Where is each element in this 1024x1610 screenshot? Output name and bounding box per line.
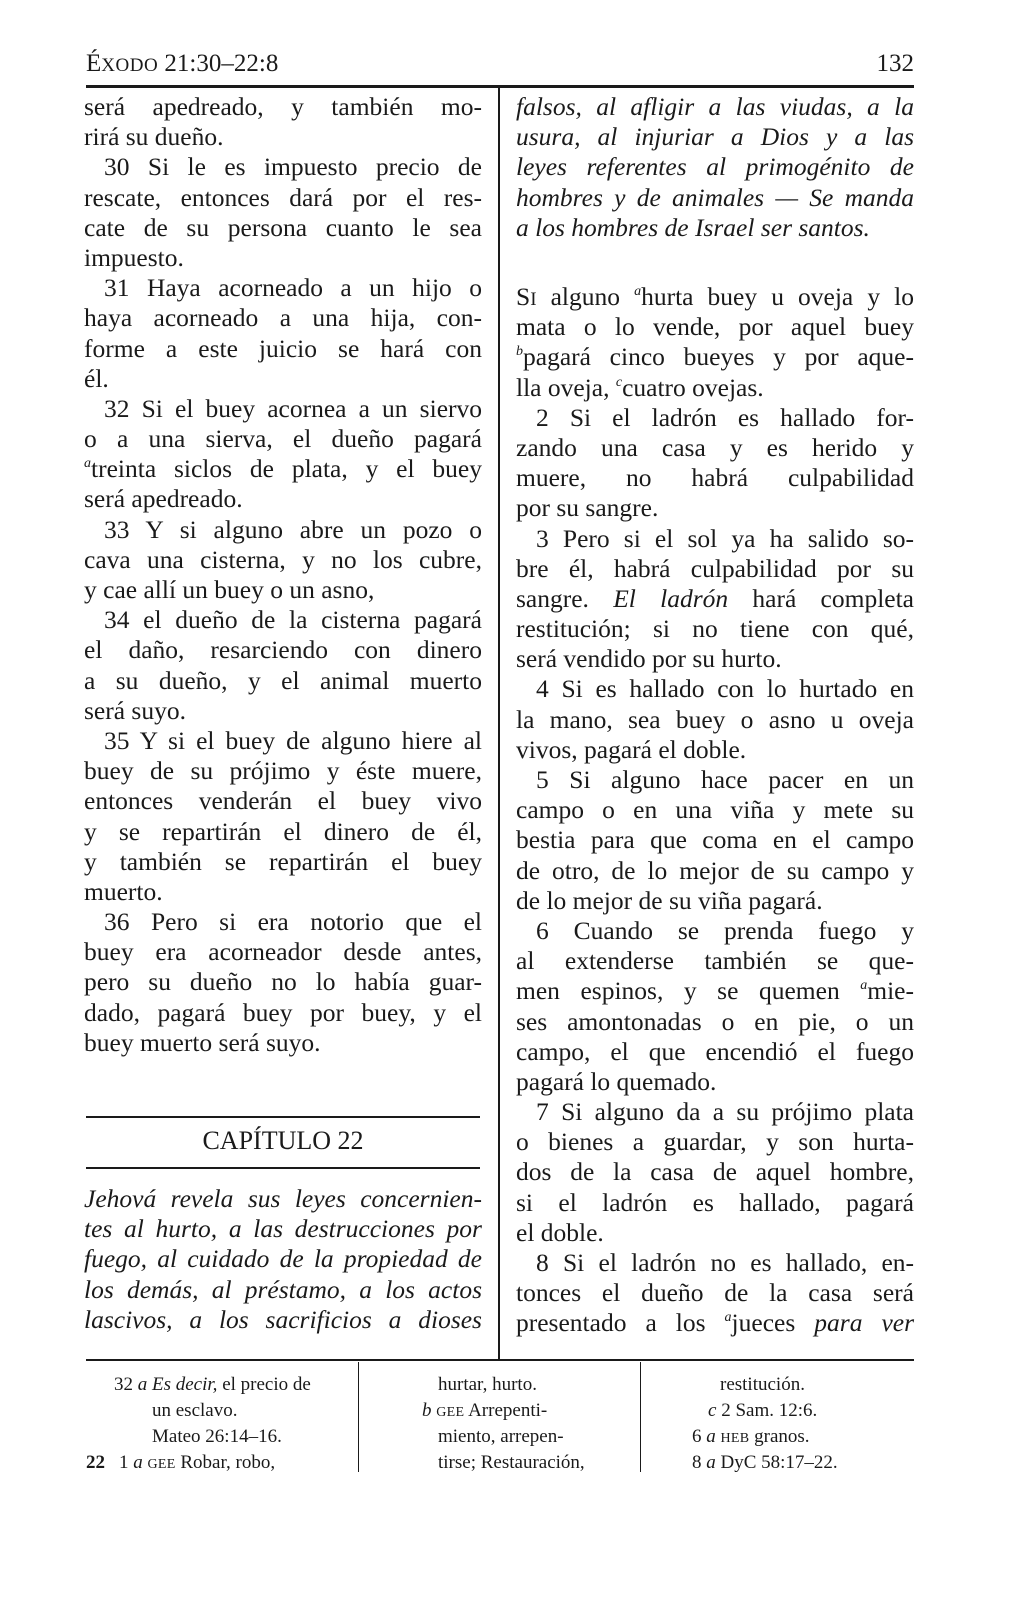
footnote-marker[interactable]: a <box>84 456 91 472</box>
footnote-column-1 <box>86 1372 348 1476</box>
chapter-rule <box>86 1116 480 1118</box>
footnote-entry <box>370 1398 632 1424</box>
text-span: mie- <box>867 976 914 1006</box>
text-line: muere, no habrá culpabilidad <box>516 463 914 493</box>
footnote-entry <box>86 1372 348 1398</box>
text-line: al extenderse también se que- <box>516 946 914 976</box>
text-line: de lo mejor de su viña pagará. <box>516 885 823 915</box>
text-line-with-footnote <box>84 454 482 484</box>
text-line: por su sangre. <box>516 493 659 523</box>
text-line: muerto. <box>84 876 163 906</box>
text-line: a su dueño, y el animal muerto <box>84 665 482 695</box>
footnote-letter: a <box>137 1374 148 1395</box>
footnote-entry <box>652 1424 914 1450</box>
chapter-summary <box>84 1184 482 1335</box>
footnote-marker[interactable]: a <box>724 1310 732 1326</box>
left-column <box>84 92 482 1058</box>
text-line: o a una sierva, el dueño pagará <box>84 424 482 454</box>
footnote-entry <box>86 1450 348 1476</box>
summary-line: los demás, al préstamo, a los actos <box>84 1274 482 1304</box>
footnote-verse: 1 <box>119 1452 129 1473</box>
summary-line: usura, al injuriar a Dios y a las <box>516 122 914 152</box>
header-rule <box>86 85 914 88</box>
page-number: 132 <box>876 50 914 77</box>
footnote-text: tirse; Restauración, <box>438 1452 585 1473</box>
footnote-marker[interactable]: a <box>634 284 642 299</box>
text-line: será suyo. <box>84 695 186 725</box>
text-span: pagará cinco bueyes y por aque- <box>523 342 914 372</box>
text-line: buey era acorneador desde antes, <box>84 937 482 967</box>
text-line-with-footnote <box>516 373 914 403</box>
text-span: alguno <box>536 282 635 311</box>
chapter-summary-continued <box>516 92 914 243</box>
text-line: dos de la casa de aquel hombre, <box>516 1157 914 1187</box>
text-line: buey muerto será suyo. <box>84 1027 321 1057</box>
text-line: él. <box>84 363 109 393</box>
text-line: será apedreado, y también mo- <box>84 92 482 121</box>
text-line: ses amontonadas o en pie, o un <box>516 1006 914 1036</box>
text-line: y cae allí un buey o un asno, <box>84 575 375 604</box>
footnote-text: el precio de <box>217 1374 311 1395</box>
text-line: o bienes a guardar, y son hurta- <box>516 1127 914 1157</box>
text-line: dado, pagará buey por buey, y el <box>84 997 482 1027</box>
text-line: pero su dueño no lo había guar- <box>84 967 482 997</box>
footnote-text: DyC 58:17–22. <box>715 1452 838 1473</box>
text-line: la mano, sea buey o asno u oveja <box>516 704 914 734</box>
text-line: forme a este juicio se hará con <box>84 333 482 363</box>
text-span: hurta buey u oveja y lo <box>641 282 914 311</box>
text-line: campo, el que encendió el fuego <box>516 1036 914 1066</box>
footnote-chapter: 22 <box>86 1452 105 1473</box>
footnote-column-3 <box>652 1372 914 1476</box>
italic-span: El ladrón <box>613 583 729 613</box>
verse-6: 6 Cuando se prenda fuego y <box>536 915 914 945</box>
guide-abbrev: GEE <box>147 1457 176 1472</box>
text-line: y también se repartirán el buey <box>84 846 482 876</box>
text-line: rescate, entonces dará por el res- <box>84 182 482 212</box>
footnote-text: miento, arrepen- <box>438 1426 564 1447</box>
footnote-italic: Es decir, <box>152 1374 218 1395</box>
summary-line: falsos, al afligir a las viudas, a la <box>516 92 914 121</box>
text-span: hará completa <box>728 583 915 613</box>
text-line: bre él, habrá culpabilidad por su <box>516 553 914 583</box>
footnote-text: Robar, robo, <box>175 1452 276 1473</box>
footnote-divider <box>640 1362 641 1472</box>
chapter-title: CAPÍTULO 22 <box>202 1126 364 1155</box>
summary-line: tes al hurto, a las destrucciones por <box>84 1214 482 1244</box>
footnote-text: Arrepenti- <box>464 1400 548 1421</box>
text-span: treinta siclos de plata, y el buey <box>91 454 482 484</box>
footnote-text: 2 Sam. 12:6. <box>716 1400 818 1421</box>
footnote-letter: a <box>133 1452 143 1473</box>
italic-span: para ver <box>814 1308 915 1338</box>
footnote-verse: 32 <box>114 1374 133 1395</box>
summary-line: Jehová revela sus leyes concernien- <box>84 1184 482 1213</box>
verse-3: 3 Pero si el sol ya ha salido so- <box>536 523 914 553</box>
text-line: haya acorneado a una hija, con- <box>84 303 482 333</box>
smallcap: I <box>530 289 537 310</box>
text-line: buey de su prójimo y éste muere, <box>84 756 482 786</box>
text-line: el doble. <box>516 1217 604 1247</box>
text-span: presentado a los <box>516 1308 725 1338</box>
verse-8: 8 Si el ladrón no es hallado, en- <box>536 1248 914 1277</box>
header-book-smallcaps: XODO <box>101 55 159 76</box>
footnote-entry <box>652 1450 914 1476</box>
text-span: men espinos, y se quemen <box>516 976 861 1006</box>
footnote-marker[interactable]: b <box>516 344 523 360</box>
text-span: jueces <box>731 1308 815 1338</box>
verse-36: 36 Pero si era notorio que el <box>104 907 482 937</box>
text-line: será apedreado. <box>84 484 243 514</box>
verse-33: 33 Y si alguno abre un pozo o <box>104 514 482 544</box>
footnote-text: restitución. <box>720 1374 805 1395</box>
footnote-divider <box>358 1362 359 1472</box>
text-line: impuesto. <box>84 242 184 272</box>
column-divider <box>498 88 500 1360</box>
footnote-text: un esclavo. <box>152 1400 238 1421</box>
verse-34: 34 el dueño de la cisterna pagará <box>104 605 482 635</box>
chapter-rule-bottom <box>86 1167 480 1169</box>
header-chapter-verses: 21:30–22:8 <box>164 50 279 77</box>
text-line: cate de su persona cuanto le sea <box>84 212 482 242</box>
verse-31: 31 Haya acorneado a un hijo o <box>104 273 482 303</box>
footnote-text: granos. <box>749 1426 810 1447</box>
verse-1-initial: SI <box>516 282 537 311</box>
verse-1-line <box>516 282 914 312</box>
text-line: y se repartirán el dinero de él, <box>84 816 482 846</box>
header-book-initial: É <box>86 50 102 77</box>
text-span: cuatro ovejas. <box>622 372 764 402</box>
footnote-letter: a <box>706 1426 716 1447</box>
summary-line: leyes referentes al primogénito de <box>516 152 914 182</box>
footnote-column-2 <box>370 1372 632 1476</box>
footnote-entry <box>652 1398 914 1424</box>
text-line: zando una casa y es herido y <box>516 432 914 462</box>
verse-4: 4 Si es hallado con lo hurtado en <box>536 674 914 704</box>
verse-30: 30 Si le es impuesto precio de <box>104 152 482 182</box>
text-line: pagará lo quemado. <box>516 1066 717 1096</box>
text-line: bestia para que coma en el campo <box>516 825 914 855</box>
footnote-text: Mateo 26:14–16. <box>152 1426 282 1447</box>
footnote-letter: c <box>708 1400 717 1421</box>
text-line: tonces el dueño de la casa será <box>516 1278 914 1308</box>
text-line: de otro, de lo mejor de su campo y <box>516 855 914 885</box>
footnote-text: hurtar, hurto. <box>438 1374 537 1395</box>
verse-2: 2 Si el ladrón es hallado for- <box>536 402 914 432</box>
text-span: lla oveja, <box>516 372 616 402</box>
text-line: restitución; si no tiene con qué, <box>516 614 914 644</box>
footnote-letter: b <box>422 1400 432 1421</box>
text-line: será vendido por su hurto. <box>516 644 782 674</box>
text-line: cava una cisterna, y no los cubre, <box>84 544 482 574</box>
text-line: rirá su dueño. <box>84 122 224 152</box>
text-line: entonces venderán el buey vivo <box>84 786 482 816</box>
text-line-with-footnote <box>516 342 914 372</box>
text-span: sangre. <box>516 583 614 613</box>
verse-32: 32 Si el buey acornea a un siervo <box>104 393 482 423</box>
text-line-mixed <box>516 584 914 614</box>
text-line-with-footnote <box>516 976 914 1006</box>
hebrew-abbrev: HEB <box>720 1431 750 1446</box>
text-line: el daño, resarciendo con dinero <box>84 635 482 665</box>
right-column <box>516 282 914 1339</box>
verse-35: 35 Y si el buey de alguno hiere al <box>104 725 482 755</box>
summary-line: lascivos, a los sacrificios a dioses <box>84 1304 482 1334</box>
header-book-reference <box>86 50 278 78</box>
footnote-marker[interactable]: a <box>860 978 868 994</box>
summary-line: a los hombres de Israel ser santos. <box>516 212 870 242</box>
footnote-verse: 8 <box>692 1452 702 1473</box>
text-line: vivos, pagará el doble. <box>516 734 747 764</box>
guide-abbrev: GEE <box>436 1405 465 1420</box>
summary-line: fuego, al cuidado de la propiedad de <box>84 1244 482 1274</box>
footnote-marker[interactable]: c <box>615 374 623 390</box>
text-line: campo o en una viña y mete su <box>516 795 914 825</box>
summary-line: hombres y de animales — Se manda <box>516 182 914 212</box>
verse-7: 7 Si alguno da a su prójimo plata <box>536 1097 914 1127</box>
footnote-letter: a <box>706 1452 716 1473</box>
text-line: si el ladrón es hallado, pagará <box>516 1187 914 1217</box>
text-line: mata o lo vende, por aquel buey <box>516 312 914 342</box>
text-line-with-footnote <box>516 1308 914 1338</box>
footnote-rule <box>86 1359 914 1361</box>
running-header <box>86 50 914 86</box>
footnote-verse: 6 <box>692 1426 702 1447</box>
verse-5: 5 Si alguno hace pacer en un <box>536 765 914 794</box>
